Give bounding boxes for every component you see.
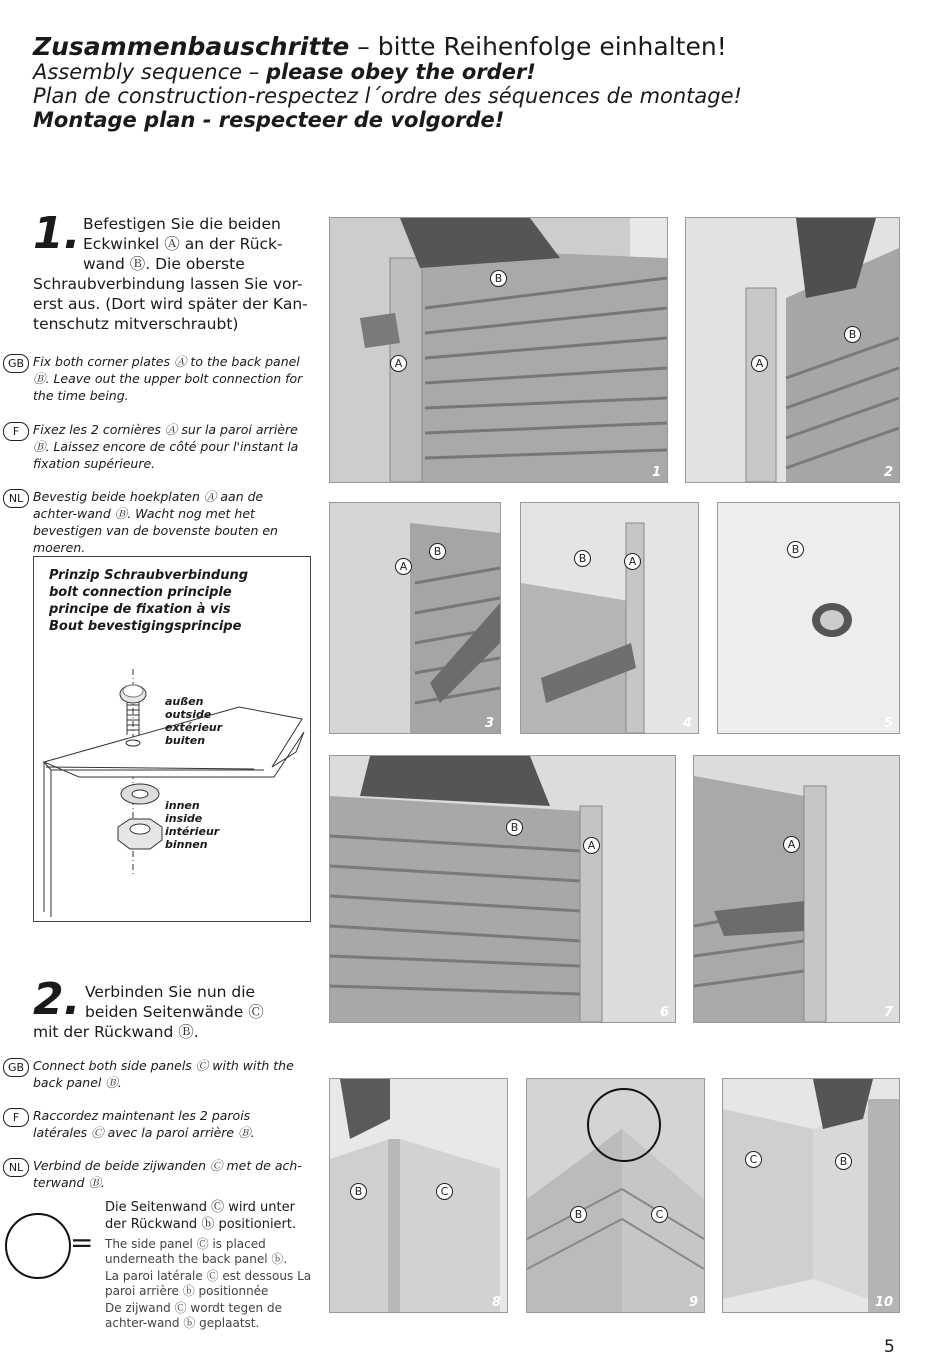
outside-label-line: außen [165, 695, 204, 708]
circle-symbol [5, 1213, 71, 1279]
inside-label-line: binnen [165, 838, 208, 851]
note-f: La paroi latérale Ⓒ est dessous La paroi arrière ⓑ positionnée [105, 1269, 312, 1298]
label-b: B [570, 1206, 587, 1223]
photo-9 [526, 1078, 705, 1313]
label-c: C [745, 1151, 762, 1168]
label-b: B [506, 819, 523, 836]
outside-label-line: extérieur [165, 721, 223, 734]
step1-text-line: tenschutz mitverschraubt) [33, 315, 239, 333]
photo-6 [329, 755, 676, 1023]
photo-7 [693, 755, 900, 1023]
photo-number: 6 [659, 1005, 669, 1020]
label-c: C [436, 1183, 453, 1200]
step1-number: 1. [33, 208, 81, 259]
step1-text-line: Befestigen Sie die beiden [83, 215, 281, 233]
step1-text-gb: Fix both corner plates Ⓐ to the back panel Ⓑ. Leave out the upper bolt connection for the time being. [33, 354, 303, 403]
step2-text-f: Raccordez maintenant les 2 parois latérales Ⓒ avec la paroi arrière Ⓑ. [33, 1108, 255, 1140]
label-a: A [783, 836, 800, 853]
outside-label-line: outside [165, 708, 212, 721]
title-bold: Zusammenbauschritte [33, 32, 350, 61]
photo-3 [329, 502, 501, 734]
note-nl: De zijwand Ⓒ wordt tegen de achter-wand ⓑ geplaatst. [105, 1301, 282, 1330]
photo-1 [329, 217, 668, 483]
lang-badge-f: F [3, 422, 29, 441]
label-b: B [844, 326, 861, 343]
inside-label [165, 799, 219, 851]
label-b: B [787, 541, 804, 558]
photo-number: 2 [883, 465, 893, 480]
step1-text-nl: Bevestig beide hoekplaten Ⓐ aan de achter-wand Ⓑ. Wacht nog met het bevestigen van de bovenste bouten en moeren. [33, 489, 278, 555]
step2-text-line: beiden Seitenwände Ⓒ [85, 1003, 264, 1021]
label-b: B [350, 1183, 367, 1200]
inside-label-line: innen [165, 799, 200, 812]
step1-text-line: wand Ⓑ. Die oberste [83, 255, 245, 273]
step2-text-gb: Connect both side panels Ⓒ with with the back panel Ⓑ. [33, 1058, 294, 1090]
photo-5 [717, 502, 900, 734]
photo-number: 3 [484, 716, 494, 731]
step2-text-nl: Verbind de beide zijwanden Ⓒ met de ach-terwand Ⓑ. [33, 1158, 302, 1190]
photo-10 [722, 1078, 900, 1313]
inside-label-line: inside [165, 812, 203, 825]
page-title [33, 34, 742, 132]
step1-text-f: Fixez les 2 cornières Ⓐ sur la paroi arrière Ⓑ. Laissez encore de côté pour l'instant la fixation supérieure. [33, 422, 299, 471]
photo-number: 4 [682, 716, 692, 731]
photo-4 [520, 502, 699, 734]
label-a: A [583, 837, 600, 854]
page-number: 5 [884, 1337, 895, 1357]
label-b: B [835, 1153, 852, 1170]
note-de: Die Seitenwand Ⓒ wird unter der Rückwand ⓑ positioniert. [105, 1200, 297, 1232]
photo-number: 8 [491, 1295, 501, 1310]
equals-sign: = [70, 1226, 94, 1259]
principle-title-line: bolt connection principle [49, 585, 232, 600]
photo-number: 9 [688, 1295, 698, 1310]
principle-title-line: principe de fixation à vis [49, 602, 231, 617]
label-c: C [651, 1206, 668, 1223]
title-line3: Plan de construction-respectez l´ordre des séquences de montage! [33, 84, 742, 108]
photo-number: 7 [883, 1005, 893, 1020]
title-line2-prefix: Assembly sequence – [33, 60, 266, 84]
outside-label-line: buiten [165, 734, 206, 747]
photo-number: 10 [874, 1295, 893, 1310]
lang-badge-gb: GB [3, 354, 29, 373]
lang-badge-gb: GB [3, 1058, 29, 1077]
photo-number: 5 [883, 716, 893, 731]
outside-label [165, 695, 222, 747]
lang-badge-nl: NL [3, 1158, 29, 1177]
principle-title-line: Prinzip Schraubverbindung [49, 568, 249, 583]
label-a: A [751, 355, 768, 372]
title-line2-bold: please obey the order! [265, 60, 536, 84]
photo-8 [329, 1078, 508, 1313]
inside-label-line: intérieur [165, 825, 220, 838]
title-line4: Montage plan - respecteer de volgorde! [33, 108, 505, 132]
step2-number: 2. [33, 974, 81, 1025]
label-a: A [624, 553, 641, 570]
bolt-principle-box [33, 556, 311, 922]
lang-badge-nl: NL [3, 489, 29, 508]
lang-badge-f: F [3, 1108, 29, 1127]
label-b: B [490, 270, 507, 287]
photo-2 [685, 217, 900, 483]
photo-number: 1 [651, 465, 661, 480]
note-gb: The side panel Ⓒ is placed underneath the back panel ⓑ. [105, 1237, 288, 1266]
label-b: B [429, 543, 446, 560]
label-b: B [574, 550, 591, 567]
label-a: A [395, 558, 412, 575]
step1-text-line: Schraubverbindung lassen Sie vor- [33, 275, 303, 293]
label-a: A [390, 355, 407, 372]
step1-text-line: Eckwinkel Ⓐ an der Rück- [83, 235, 283, 253]
title-rest: – bitte Reihenfolge einhalten! [349, 32, 727, 61]
step1-text-line: erst aus. (Dort wird später der Kan- [33, 295, 308, 313]
step2-text-line: Verbinden Sie nun die [85, 983, 256, 1001]
principle-title-line: Bout bevestigingsprincipe [49, 619, 242, 634]
step2-text-line: mit der Rückwand Ⓑ. [33, 1023, 199, 1041]
